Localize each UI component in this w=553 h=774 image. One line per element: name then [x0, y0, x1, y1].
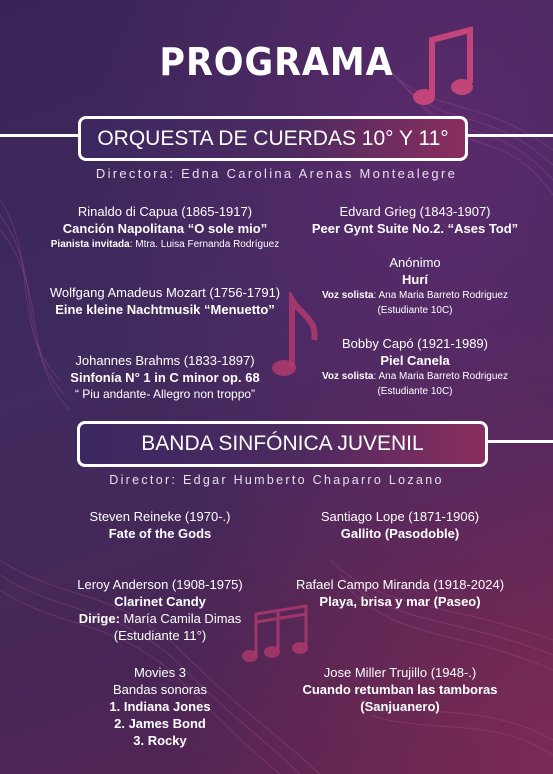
list-item: 3. Rocky [133, 733, 187, 748]
composer: Jose Miller Trujillo (1948-.) [323, 665, 477, 680]
program-item [30, 284, 300, 318]
work-title: Gallito (Pasodoble) [340, 526, 460, 541]
performer-note: Voz solista: Ana Maria Barreto Rodriguez [321, 290, 508, 301]
performer-note-line2: (Estudiante 10C) [377, 386, 453, 397]
director-line: Directora: Edna Carolina Arenas Montealegre [95, 166, 458, 181]
program-item [45, 664, 275, 749]
work-title: Peer Gynt Suite No.2. “Ases Tod” [311, 221, 519, 236]
divider-line [486, 440, 553, 443]
director-line: Director: Edgar Humberto Chaparro Lozano [109, 473, 444, 487]
program-item [300, 335, 530, 399]
composer: Rafael Campo Miranda (1918-2024) [295, 577, 505, 592]
composer: Movies 3 [133, 665, 187, 680]
movement: “ Piu andante- Allegro non troppo” [74, 387, 256, 401]
composer: Santiago Lope (1871-1906) [320, 509, 480, 524]
program-item [40, 352, 290, 403]
list-item: 1. Indiana Jones [109, 699, 211, 714]
work-title: Canción Napolitana “O sole mio” [62, 221, 268, 236]
work-title: Clarinet Candy [114, 594, 206, 609]
composer: Anónimo [389, 255, 441, 270]
work-title: Fate of the Gods [108, 526, 212, 541]
program-item [45, 508, 275, 542]
program-item [285, 664, 515, 715]
work-title: Hurí [402, 272, 428, 287]
work-title-line2: (Sanjuanero) [360, 699, 440, 714]
program-item [285, 576, 515, 610]
work-title: Eine kleine Nachtmusik “Menuetto” [55, 302, 275, 317]
program-item [45, 576, 275, 644]
list-item: 2. James Bond [114, 716, 206, 731]
conductor-note-line2: (Estudiante 11°) [113, 628, 207, 643]
section-header-orquesta: ORQUESTA DE CUERDAS 10° Y 11° [78, 116, 468, 161]
program-item [285, 508, 515, 542]
program-item [300, 203, 530, 237]
composer: Johannes Brahms (1833-1897) [75, 353, 255, 368]
work-title: Sinfonía N° 1 in C minor op. 68 [70, 370, 260, 385]
composer: Bobby Capó (1921-1989) [342, 336, 488, 351]
work-title: Piel Canela [380, 353, 450, 368]
composer: Wolfgang Amadeus Mozart (1756-1791) [49, 285, 281, 300]
performer-note: Pianista invitada: Mtra. Luisa Fernanda Rodríguez [50, 239, 280, 250]
composer: Leroy Anderson (1908-1975) [77, 577, 243, 592]
divider-line [466, 134, 553, 137]
conductor-note: Dirige: María Camila Dimas [78, 611, 242, 626]
performer-note: Voz solista: Ana Maria Barreto Rodriguez [321, 371, 508, 382]
composer: Steven Reineke (1970-.) [89, 509, 231, 524]
program-item [45, 203, 285, 252]
performer-note-line2: (Estudiante 10C) [377, 305, 453, 316]
page-title: PROGRAMA [159, 40, 394, 84]
program-item [300, 254, 530, 318]
section-header-banda: BANDA SINFÓNICA JUVENIL [77, 421, 488, 467]
divider-line [0, 134, 80, 137]
composer: Edvard Grieg (1843-1907) [339, 204, 491, 219]
work-title: Playa, brisa y mar (Paseo) [319, 594, 481, 609]
work-title: Cuando retumban las tamboras [302, 682, 498, 697]
composer: Rinaldo di Capua (1865-1917) [77, 204, 253, 219]
subtitle: Bandas sonoras [113, 682, 207, 697]
